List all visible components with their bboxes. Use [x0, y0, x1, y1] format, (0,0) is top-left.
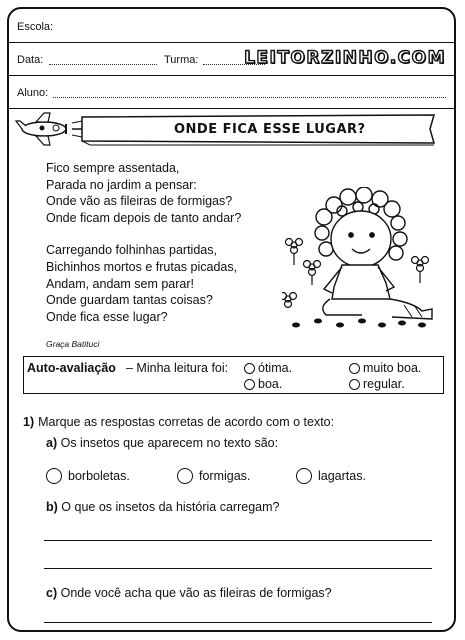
school-row [9, 9, 454, 43]
option-regular[interactable]: regular. [349, 377, 405, 391]
option-boa[interactable]: boa. [244, 377, 282, 391]
choice-borboletas[interactable]: borboletas. [46, 468, 130, 484]
poem-stanza-2 [46, 242, 241, 325]
poem-line: Onde vão as fileiras de formigas? [46, 194, 233, 209]
radio-circle-icon[interactable] [349, 363, 360, 374]
date-field[interactable] [49, 64, 157, 65]
question-number: 1) [23, 415, 35, 429]
poem [46, 160, 241, 341]
checkbox-circle-icon[interactable] [296, 468, 312, 484]
radio-circle-icon[interactable] [349, 379, 360, 390]
page-title: ONDE FICA ESSE LUGAR? [174, 122, 366, 137]
answer-line-b1[interactable] [44, 540, 432, 541]
title-banner [14, 111, 439, 147]
radio-circle-icon[interactable] [244, 379, 255, 390]
self-evaluation-prompt: – Minha leitura foi: [126, 361, 229, 375]
site-logo: LEITORZINHO.COM [244, 48, 446, 68]
question-text: Marque as respostas corretas de acordo com o texto: [38, 415, 335, 429]
airplane-icon [16, 113, 66, 145]
student-label: Aluno: [17, 87, 49, 99]
question-1 [23, 415, 334, 429]
poem-stanza-1 [46, 160, 241, 226]
student-field[interactable] [53, 97, 446, 98]
poem-line: Parada no jardim a pensar: [46, 177, 197, 192]
answer-line-b2[interactable] [44, 568, 432, 569]
question-1c: c) Onde você acha que vão as fileiras de formigas? [46, 586, 332, 600]
ant-icon [292, 319, 426, 328]
question-1b: b) O que os insetos da história carregam? [46, 500, 280, 514]
choice-lagartas[interactable]: lagartas. [296, 468, 366, 484]
school-label: Escola: [17, 21, 54, 33]
choice-formigas[interactable]: formigas. [177, 468, 250, 484]
checkbox-circle-icon[interactable] [46, 468, 62, 484]
question-1a: a) Os insetos que aparecem no texto são: [46, 436, 279, 450]
poem-line: Bichinhos mortos e frutas picadas, [46, 259, 238, 274]
poem-line: Onde guardam tantas coisas? [46, 293, 213, 308]
checkbox-circle-icon[interactable] [177, 468, 193, 484]
date-class-row [9, 42, 454, 76]
self-evaluation-title: Auto-avaliação [27, 361, 116, 375]
self-evaluation-box [23, 356, 444, 394]
answer-line-c1[interactable] [44, 622, 432, 623]
poem-author: Graça Batituci [46, 339, 100, 349]
option-muito-boa[interactable]: muito boa. [349, 361, 421, 375]
radio-circle-icon[interactable] [244, 363, 255, 374]
girl-sitting-illustration [282, 187, 442, 335]
student-row [9, 75, 454, 109]
option-otima[interactable]: ótima. [244, 361, 292, 375]
class-label: Turma: [164, 54, 199, 66]
poem-line: Carregando folhinhas partidas, [46, 243, 217, 258]
poem-line: Onde fica esse lugar? [46, 309, 168, 324]
poem-line: Onde ficam depois de tanto andar? [46, 210, 242, 225]
date-label: Data: [17, 54, 44, 66]
poem-line: Fico sempre assentada, [46, 161, 180, 175]
poem-line: Andam, andam sem parar! [46, 276, 194, 291]
